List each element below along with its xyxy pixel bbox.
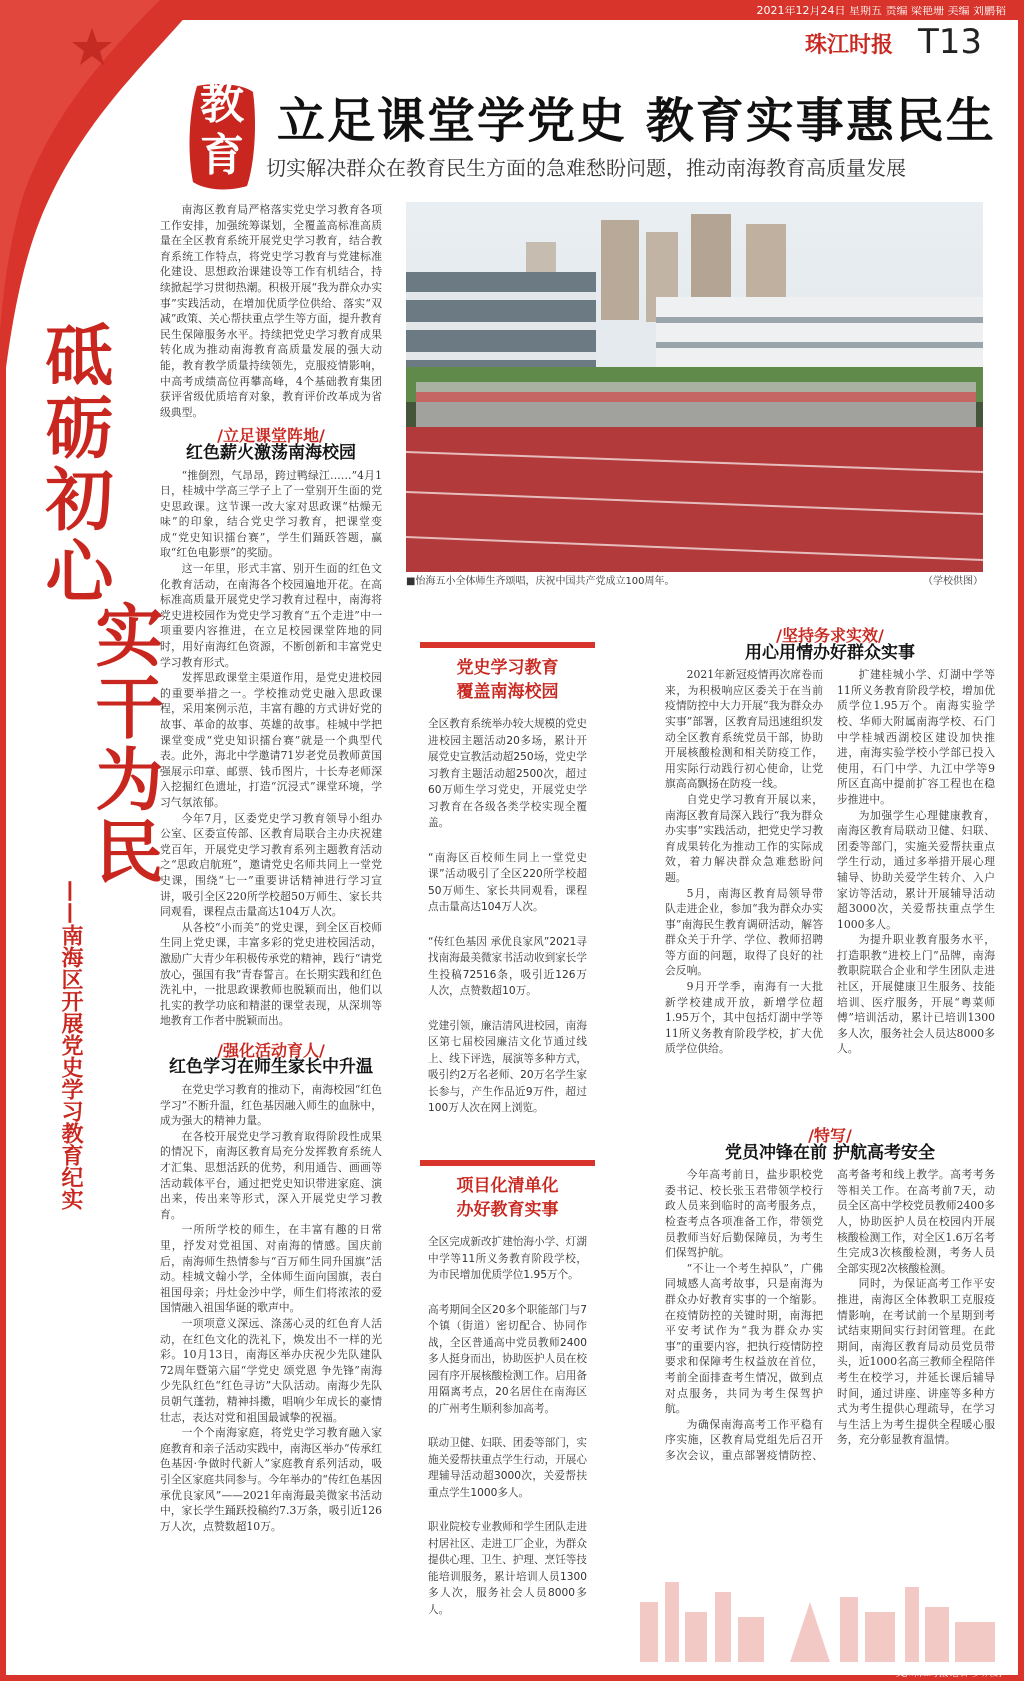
photo-caption-text: ■怡海五小全体师生齐颂唱，庆祝中国共产党成立100周年。	[406, 576, 675, 587]
vertical-subtitle: ——南海区开展党史学习教育纪实	[58, 880, 83, 1210]
newspaper-brand: 珠江时报	[805, 32, 894, 58]
photo-caption	[406, 572, 983, 587]
section-tag: /坚持务求实效/	[776, 626, 884, 645]
vertical-title	[30, 320, 180, 1140]
body-paragraph: 发挥思政课堂主渠道作用，是党史进校园的重要举措之一。学校推动党史融入思政课程，采用案例示范，丰富有趣的方式讲好党的故事、革命的故事、英雄的故事。桂城中学把课堂变成“党史知识擂台赛”就是一个典型代表。此外，海北中学邀请71岁老党员教师黄国强展示印章、邮票、钱币图片，十长寿老师深入挖掘红色遗址，打造“沉浸式”课堂环境，学习气氛浓郁。	[160, 671, 382, 809]
box-item: 联动卫健、妇联、团委等部门，实施关爱帮扶重点学生行动，开展心理辅导活动超3000次，关爱帮扶重点学生1000多人。	[428, 1437, 587, 1499]
body-paragraph: “推倒烈，气昂昂，跨过鸭绿江……”4月1日，桂城中学高三学子上了一堂别开生面的党史思政课。这节课一改大家对思政课“枯燥无味”的印象，结合党史学习教育，把课堂变成“党史知识擂台赛”，学生们踊跃答题，赢取“红色电影票”的奖励。	[160, 468, 382, 560]
date-line: 2021年12月24日 星期五 责编 梁艳珊 美编 刘鹏韬	[756, 4, 1006, 17]
body-paragraph: 9月开学季，南海有一大批新学校建成开放，新增学位超1.95万个，其中包括灯湖中学等11所义务教育阶段学校，扩大优质学位供给。	[665, 980, 823, 1056]
left-column	[160, 202, 382, 1534]
footer-byline: 文/珠江时报记者 罗炽娟	[895, 1668, 1002, 1679]
box-item: 党建引领，廉洁清风进校园，南海区第七届校园廉洁文化节通过线上、线下评选，展演等多种方式，吸引约2万名老师、20万名学生家长参与，产生作品近9万件，超过100万人次在网上浏览。	[428, 1019, 587, 1114]
body-paragraph: 在各校开展党史学习教育取得阶段性成果的情况下，南海区教育局充分发挥教育系统人才汇集、思想活跃的优势，利用通告、画画等活动载体平台，通过把党史知识带进家庭、演出来，传出来等形式，深入开展党史学习教育。	[160, 1129, 382, 1221]
body-paragraph: 在党史学习教育的推动下，南海校园“红色学习”不断升温，红色基因融入师生的血脉中，成为强大的精神力量。	[160, 1083, 382, 1128]
vertical-title-line-2: 实干为民	[84, 600, 164, 888]
body-paragraph: 一个个南海家庭，将党史学习教育融入家庭教育和亲子活动实践中，南海区举办“传承红色基因·争做时代新人”家庭教育系列活动，吸引全区家庭共同参与。今年举办的“传红色基因 承优良家风”——2021年南海最美微家书活动中，家长学生踊跃投稿约7.3万条，吸引近126万人次，点赞数超10万。	[160, 1426, 382, 1533]
school-ceremony-photo	[406, 202, 983, 572]
city-skyline-decoration	[620, 1562, 1010, 1662]
body-paragraph: “不让一个考生掉队”，广佛同城感人高考故事，只是南海为群众办好教育实事的一个缩影。在疫情防控的关键时期，南海把平安考试作为“我为群众办实事”的重要内容，把执行疫情防控要求和保障考生权益放在首位，考前全面排查考生情况，做到点对点服务，共同为考生保驾护航。	[665, 1261, 823, 1416]
two-column-body	[665, 1167, 995, 1463]
body-paragraph: 自党史学习教育开展以来，南海区教育局深入践行“我为群众办实事”实践活动，把党史学习教育成果转化为推动工作的实际成效，着力解决群众急难愁盼问题。	[665, 792, 823, 884]
intro-paragraph: 南海区教育局严格落实党史学习教育各项工作安排，加强统筹谋划，全覆盖高标准高质量在全区教育系统开展党史学习教育，结合教育系统工作特点，将党史学习教育与党建标准化建设、思想政治课建设等工作有机结合，持续掀起学习贯彻热潮。积极开展“我为群众办实事”实践活动，在增加优质学位供给、落实“双减”政策、关心帮扶重点学生等方面，提升教育民生保障服务水平。持续把党史学习教育成果转化成为推动南海教育高质量发展的强大动能，教育教学质量持续领先，克服疫情影响，中高考成绩高位再攀高峰，4个基础教育集团获评省级优质培育对象，教育评价改革成为省级典型。	[160, 203, 382, 419]
section-seal-text: 教育	[200, 78, 244, 181]
body-paragraph: 5月，南海区教育局领导带队走进企业，参加“我为群众办实事”南海民生教育调研活动，解答群众关于升学、学位、教师招聘等方面的问题，取得了良好的社会反响。	[665, 886, 823, 978]
body-paragraph: 今年高考前日，盐步职校党委书记、校长张玉君带领学校行政人员来到临时的高考服务点，检查考点各项准备工作，带领党员教师当好后勤保障员，为考生们保驾护航。	[665, 1168, 823, 1260]
body-paragraph: 一项项意义深远、涤荡心灵的红色育人活动，在红色文化的洗礼下，焕发出不一样的光彩。10月13日，南海区举办庆祝少先队建队72周年暨第六届“学党史 颂党恩 争先锋”南海少先队红色“红色寻访”大队活动。南海少先队员朝气蓬勃，精神抖擞，唱响少年成长的豪情壮志，表达对党和祖国最诚挚的祝福。	[160, 1316, 382, 1424]
box-top-bar	[420, 1160, 595, 1166]
section-tag: /强化活动育人/	[217, 1040, 325, 1060]
sidebar-box-1	[420, 642, 595, 1135]
vertical-title-line-1: 砥砺初心	[34, 320, 114, 608]
body-paragraph: 为确保南海高考工作平稳有序实施，区教育局党组先后召开多次会议，重点部署疫情防控、高考备考和线上教学。高考考务等相关工作。在高考前7天，动员全区高中学校党员教师2400多人，协助医护人员在校园内开展核酸检测工作，对全区1.6万名考生完成3次核酸检测，考务人员全部实现2次核酸检测。	[665, 1168, 995, 1462]
body-paragraph: 从各校“小而美”的党史课，到全区百校师生同上党史课，丰富多彩的党史进校园活动，激励广大青少年积极传承党的精神，践行“请党放心，强国有我”青春誓言。在长期实践和红色洗礼中，一批思政课教师也脱颖而出，他们以扎实的教学功底和精湛的课堂表现，从深圳等地教育工作者中脱颖而出。	[160, 920, 382, 1028]
box-item: “传红色基因 承优良家风”2021寻找南海最美微家书活动收到家长学生投稿72516条，吸引近126万人次，点赞数超10万。	[428, 935, 587, 997]
box-item: 全区完成新改扩建怡海小学、灯湖中学等11所义务教育阶段学校，为市民增加优质学位1.95万个。	[428, 1236, 587, 1281]
headline: 立足课堂学党史 教育实事惠民生	[277, 93, 996, 149]
right-column-section	[665, 620, 995, 1057]
box-item: 职业院校专业教师和学生团队走进村居社区、走进工厂企业，为群众提供心理、卫生、护理、烹饪等技能培训服务，累计培训人员1300多人次，服务社会人员8000多人。	[428, 1521, 587, 1616]
box-title: 项目化清单化 办好教育实事	[456, 1176, 559, 1220]
page-number: T13	[918, 22, 983, 62]
box-item: 高考期间全区20多个职能部门与7个镇（街道）密切配合、协同作战，全区普通高中党员教师2400多人挺身而出，协助医护人员在校园有序开展核酸检测工作。启用备用隔离考点，20名居住在南海区的广州考生顺利参加高考。	[428, 1303, 587, 1415]
box-title: 党史学习教育 覆盖南海校园	[456, 658, 559, 702]
body-paragraph: 2021年新冠疫情再次席卷而来，为积极响应区委关于在当前疫情防控中大力开展“我为群众办实事”部署，区教育局迅速组织发动全区教育系统党员干部，协助开展核酸检测和相关防疫工作，用实际行动践行初心使命，让党旗高高飘扬在防疫一线。	[665, 668, 823, 791]
body-paragraph: 一所所学校的师生，在丰富有趣的日常里，抒发对党祖国、对南海的情感。国庆前后，南海师生热情参与“百万师生同升国旗”活动。桂城文翰小学，全体师生面向国旗，表白祖国母亲；丹灶金沙中学，师生们将浓浓的爱国情融入祖国华诞的歌声中。	[160, 1223, 382, 1315]
section-tag: /特写/	[808, 1126, 852, 1145]
section-title: 用心用情办好群众实事	[745, 642, 915, 663]
section-title: 红色薪火激荡南海校园	[186, 442, 356, 463]
section-title: 红色学习在师生家长中升温	[169, 1057, 373, 1078]
sidebar-box-2	[420, 1160, 595, 1636]
body-paragraph: 今年7月，区委党史学习教育领导小组办公室、区委宣传部、区教育局联合主办庆祝建党百年，开展党史学习教育系列主题教育活动之“思政启航班”，邀请党史名师共同上一堂党史课，围绕“七一”重要讲话精神进行学习宣讲，吸引全区220所学校超50万师生、家长共同观看，课程点击量高达104万人次。	[160, 811, 382, 919]
section-title: 党员冲锋在前 护航高考安全	[725, 1142, 935, 1163]
body-paragraph: 这一年里，形式丰富、别开生面的红色文化教育活动，在南海各个校园遍地开花。在高标准高质量开展党史学习教育过程中，南海将党史进校园作为党史学习教育“五个走进”中一项重要内容推进，在立足校园课堂阵地的同时，用好南海红色资源，不断创新和丰富党史学习教育形式。	[160, 562, 382, 669]
body-paragraph: 同时，为保证高考工作平安推进，南海区全体教职工克服疫情影响，在考试前一个星期到考试结束期间实行封闭管理。在此期间，南海区教育局动员党员带头，近1000名高三教师全程陪伴考生在校学习，并延长课后辅导时间，通过讲座、讲座等多种方式为考生提供心理疏导，在学习与生活上为考生提供全程暖心服务，充分彰显教育温情。	[837, 1277, 995, 1447]
box-item: 全区教育系统举办较大规模的党史进校园主题活动20多场，累计开展党史宣教活动超250场，党史学习教育主题活动超2500次，超过60万师生学习党史，开展党史学习教育在各级各类学校实现全覆盖。	[428, 718, 587, 829]
two-column-body	[665, 667, 995, 1057]
right-column-feature	[665, 1120, 995, 1463]
photo-credit: （学校供图）	[923, 576, 983, 587]
body-paragraph: 扩建桂城小学、灯湖中学等11所义务教育阶段学校，增加优质学位1.95万个。南海实验学校、华师大附属南海学校、石门中学桂城西湖校区建设加快推进，南海实验学校小学部已投入使用，石门中学、九江中学等9所区直高中提前扩容工程也在稳步推进中。	[837, 668, 995, 806]
box-item: “南海区百校师生同上一堂党史课”活动吸引了全区220所学校超50万师生、家长共同观看，课程点击量高达104万人次。	[428, 851, 587, 913]
subheadline: 切实解决群众在教育民生方面的急难愁盼问题，推动南海教育高质量发展	[266, 156, 906, 180]
body-paragraph: 为提升职业教育服务水平，打造职教“进校上门”品牌，南海教职院联合企业和学生团队走进社区，开展健康卫生服务、技能培训、医疗服务，开展“粤菜师傅”培训活动，累计已培训1300多人次，服务社会人员达8000多人。	[837, 933, 995, 1056]
box-top-bar	[420, 642, 595, 648]
body-paragraph: 为加强学生心理健康教育，南海区教育局联动卫健、妇联、团委等部门，实施关爱帮扶重点学生行动，通过多举措开展心理辅导、协助关爱学生转介、入户家访等活动，累计开展辅导活动超3000次，关爱帮扶重点学生1000多人。	[837, 808, 995, 931]
section-tag: /立足课堂阵地/	[217, 426, 325, 446]
